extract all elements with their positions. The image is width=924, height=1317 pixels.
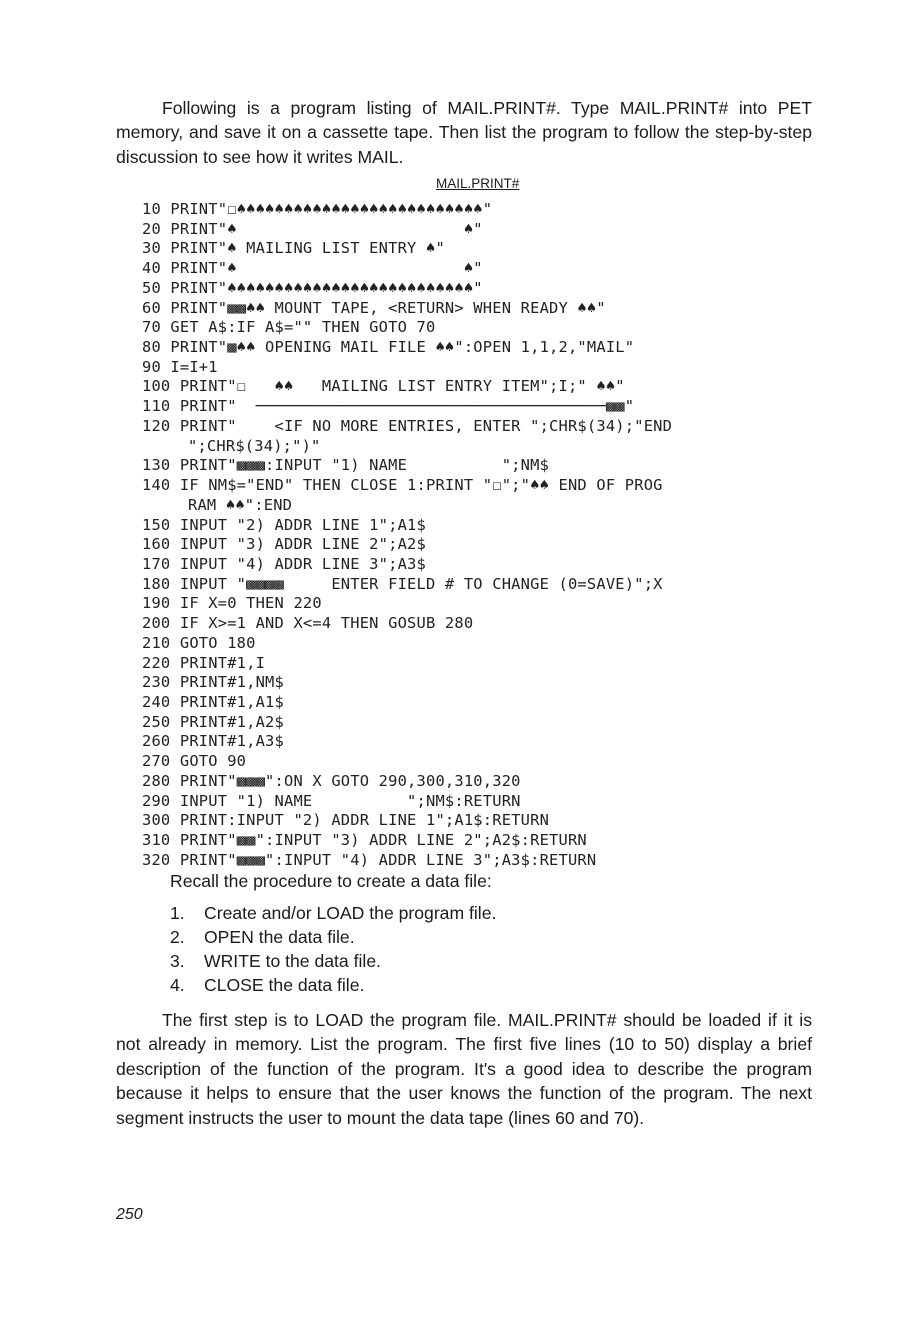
code-line-continuation: RAM ♠♠":END <box>188 495 293 514</box>
code-line: 290 INPUT "1) NAME ";NM$:RETURN <box>142 791 521 810</box>
code-line: 240 PRINT#1,A1$ <box>142 692 284 711</box>
intro-paragraph: Following is a program listing of MAIL.PRINT#. Type MAIL.PRINT# into PET memory, and save it on a cassette tape. Then list the program to follow the step-by-step discussion to see how it writes MAIL. <box>116 98 812 167</box>
code-line: 280 PRINT"▩▩▩":ON X GOTO 290,300,310,320 <box>142 771 521 790</box>
code-line: 250 PRINT#1,A2$ <box>142 712 284 731</box>
code-line: 100 PRINT"☐ ♠♠ MAILING LIST ENTRY ITEM";I;" ♠♠" <box>142 377 625 396</box>
closing-paragraph: The first step is to LOAD the program file. MAIL.PRINT# should be loaded if it is not already in memory. List the program. The first five lines (10 to 50) display a brief description of the function of the program. It's a good idea to describe the program because it helps to ensure that the user knows the function of the program. The next segment instructs the user to mount the data tape (lines 60 and 70). <box>116 1010 812 1128</box>
step-number: 1. <box>170 903 185 923</box>
code-line: 30 PRINT"♠ MAILING LIST ENTRY ♠" <box>142 239 445 258</box>
program-listing <box>142 200 672 870</box>
code-line: 230 PRINT#1,NM$ <box>142 673 284 692</box>
code-line: 270 GOTO 90 <box>142 752 247 771</box>
code-line: 50 PRINT"♠♠♠♠♠♠♠♠♠♠♠♠♠♠♠♠♠♠♠♠♠♠♠♠♠♠" <box>142 278 483 297</box>
code-line: 320 PRINT"▩▩▩":INPUT "4) ADDR LINE 3";A3$:RETURN <box>142 850 597 869</box>
code-line: 300 PRINT:INPUT "2) ADDR LINE 1";A1$:RETURN <box>142 811 550 830</box>
step-item <box>170 973 496 997</box>
step-text: Create and/or LOAD the program file. <box>204 903 497 923</box>
step-number: 4. <box>170 975 185 995</box>
code-line: 90 I=I+1 <box>142 357 218 376</box>
code-line: 130 PRINT"▩▩▩:INPUT "1) NAME ";NM$ <box>142 456 550 475</box>
code-line: 220 PRINT#1,I <box>142 653 266 672</box>
procedure-steps <box>170 901 496 997</box>
code-line: 80 PRINT"▩♠♠ OPENING MAIL FILE ♠♠":OPEN 1,1,2,"MAIL" <box>142 338 635 357</box>
code-line: 40 PRINT"♠ ♠" <box>142 259 483 278</box>
step-number: 3. <box>170 951 185 971</box>
code-line: 190 IF X=0 THEN 220 <box>142 594 322 613</box>
code-line: 170 INPUT "4) ADDR LINE 3";A3$ <box>142 554 426 573</box>
code-line: 20 PRINT"♠ ♠" <box>142 219 483 238</box>
page-number: 250 <box>116 1206 143 1223</box>
code-line: 210 GOTO 180 <box>142 633 256 652</box>
listing-title: MAIL.PRINT# <box>436 176 520 191</box>
code-line: 180 INPUT "▩▩▩▩ ENTER FIELD # TO CHANGE (0=SAVE)";X <box>142 574 663 593</box>
code-line: 110 PRINT" ─────────────────────────────────────▩▩" <box>142 397 635 416</box>
code-line: 310 PRINT"▩▩":INPUT "3) ADDR LINE 2";A2$:RETURN <box>142 831 587 849</box>
code-line: 120 PRINT" <IF NO MORE ENTRIES, ENTER ";CHR$(34);"END <box>142 416 673 435</box>
code-line: 140 IF NM$="END" THEN CLOSE 1:PRINT "☐";"♠♠ END OF PROG <box>142 476 663 495</box>
code-line: 260 PRINT#1,A3$ <box>142 732 284 751</box>
code-line-continuation: ";CHR$(34);")" <box>188 436 321 455</box>
code-line: 160 INPUT "3) ADDR LINE 2";A2$ <box>142 535 426 554</box>
step-item <box>170 925 496 949</box>
code-line: 60 PRINT"▩▩♠♠ MOUNT TAPE, <RETURN> WHEN READY ♠♠" <box>142 298 606 317</box>
step-text: WRITE to the data file. <box>204 951 381 971</box>
step-text: OPEN the data file. <box>204 927 355 947</box>
code-line: 10 PRINT"☐♠♠♠♠♠♠♠♠♠♠♠♠♠♠♠♠♠♠♠♠♠♠♠♠♠♠" <box>142 200 493 218</box>
step-text: CLOSE the data file. <box>204 975 365 995</box>
step-item <box>170 901 496 925</box>
step-number: 2. <box>170 927 185 947</box>
step-item <box>170 949 496 973</box>
code-line: 150 INPUT "2) ADDR LINE 1";A1$ <box>142 515 426 534</box>
code-line: 70 GET A$:IF A$="" THEN GOTO 70 <box>142 318 436 337</box>
recall-heading: Recall the procedure to create a data file: <box>170 871 492 891</box>
code-line: 200 IF X>=1 AND X<=4 THEN GOSUB 280 <box>142 614 474 633</box>
